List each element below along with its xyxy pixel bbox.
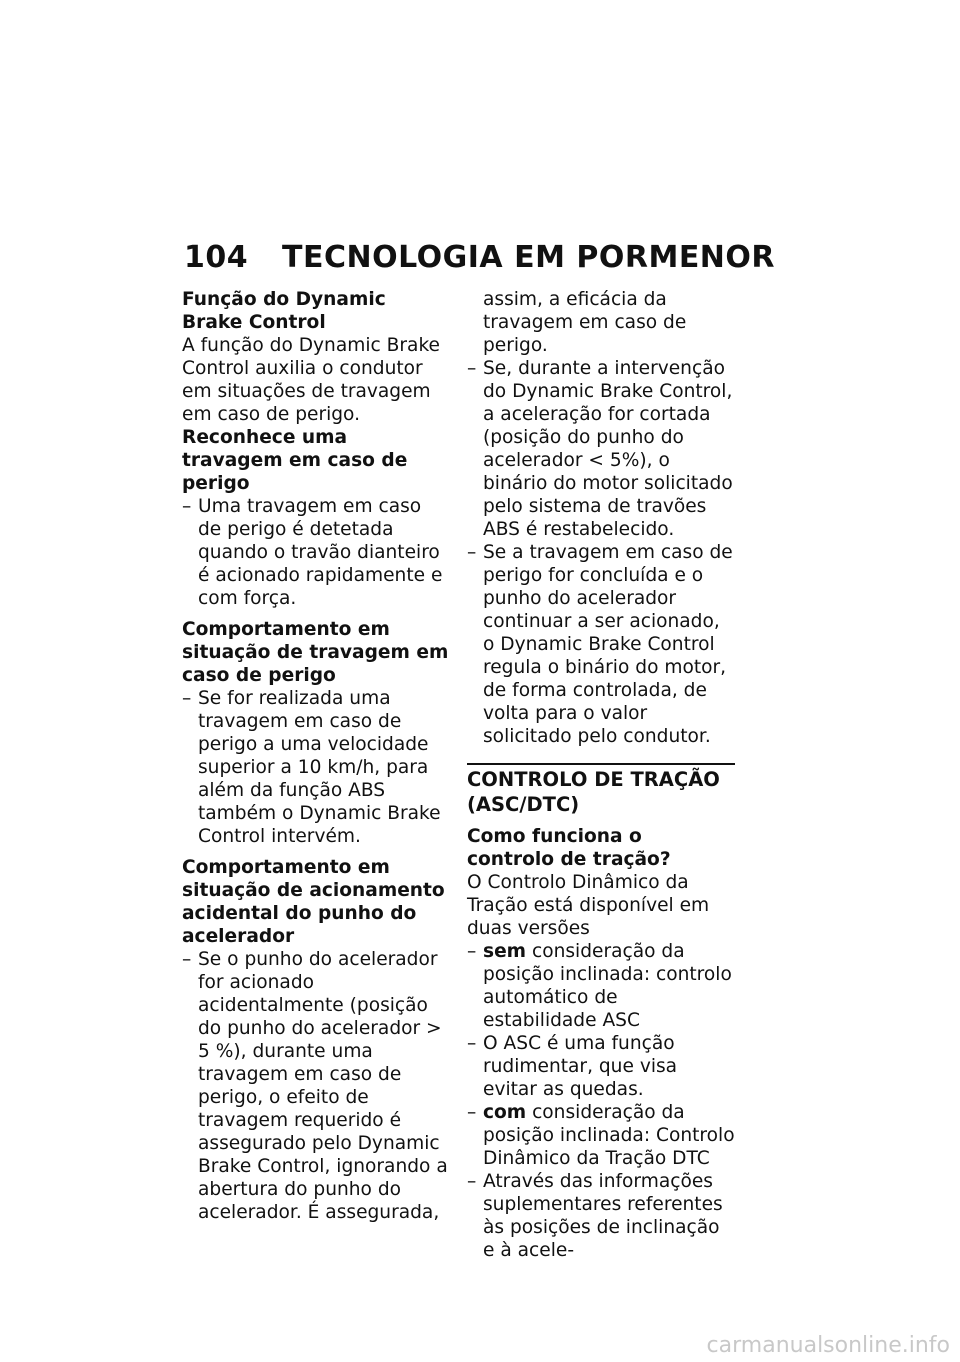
heading-emergency-braking: Reconhece uma travagem em caso de perigo: [182, 427, 408, 494]
list-item: – O ASC é uma função rudimentar, que visa evitar as quedas.: [467, 1032, 735, 1101]
list-dbc-behavior: [467, 357, 735, 748]
bold-term: sem: [483, 941, 527, 962]
list-accidental-throttle: [182, 948, 450, 1224]
paragraph-continuation: assim, a eficácia da travagem em caso de perigo.: [483, 289, 687, 356]
paragraph-versions: O Controlo Dinâmico da Tração está disponível em duas versões: [467, 872, 710, 939]
heading-behavior-braking: Comportamento em situação de travagem em caso de perigo: [182, 619, 449, 686]
list-item: – Através das informações suplementares referentes às posições de inclinação e à acele-: [467, 1170, 735, 1262]
list-item: – sem consideração da posição inclinada: controlo automático de estabilidade ASC: [467, 940, 735, 1032]
left-column: [182, 288, 450, 1224]
section-heading-traction-control: CONTROLO DE TRAÇÃO (ASC/DTC): [467, 763, 735, 817]
heading-dbc-function: Função do Dynamic Brake Control: [182, 289, 386, 333]
paragraph-dbc-intro: A função do Dynamic Brake Control auxilia o condutor em situações de travagem em caso de perigo.: [182, 335, 440, 425]
bold-term: com: [483, 1102, 527, 1123]
list-item: – Se o punho do acelerador for acionado acidentalmente (posição do punho do acelerador > 5 %), durante uma travagem em caso de perigo, o efeito de travagem requerido é assegurado pelo Dynamic Brake Control, ignorando a abertura do punho do acelerador. É assegurada,: [182, 948, 450, 1224]
list-item: – Se for realizada uma travagem em caso de perigo a uma velocidade superior a 10 km/h, para além da função ABS também o Dynamic Brake Control intervém.: [182, 687, 450, 848]
list-item: – Se a travagem em caso de perigo for concluída e o punho do acelerador continuar a ser acionado, o Dynamic Brake Control regula o binário do motor, de forma controlada, de volta para o valor solicitado pelo condutor.: [467, 541, 735, 748]
page-header: [184, 240, 775, 275]
list-behavior-braking: [182, 687, 450, 848]
heading-accidental-throttle: Comportamento em situação de acionamento acidental do punho do acelerador: [182, 857, 445, 947]
right-column: [467, 288, 735, 1262]
list-item: – Uma travagem em caso de perigo é detetada quando o travão dianteiro é acionado rapidamente e com força.: [182, 495, 450, 610]
list-emergency-detection: [182, 495, 450, 610]
heading-how-it-works: Como funciona o controlo de tração?: [467, 826, 671, 870]
page-number: 104: [184, 240, 249, 275]
list-item: – com consideração da posição inclinada: Controlo Dinâmico da Tração DTC: [467, 1101, 735, 1170]
watermark: carmanualsonline.info: [706, 1333, 950, 1358]
page-title: TECNOLOGIA EM PORMENOR: [282, 240, 776, 275]
list-item: – Se, durante a intervenção do Dynamic Brake Control, a aceleração for cortada (posição do punho do acelerador < 5%), o binário do motor solicitado pelo sistema de travões ABS é restabelecido.: [467, 357, 735, 541]
list-versions: [467, 940, 735, 1262]
